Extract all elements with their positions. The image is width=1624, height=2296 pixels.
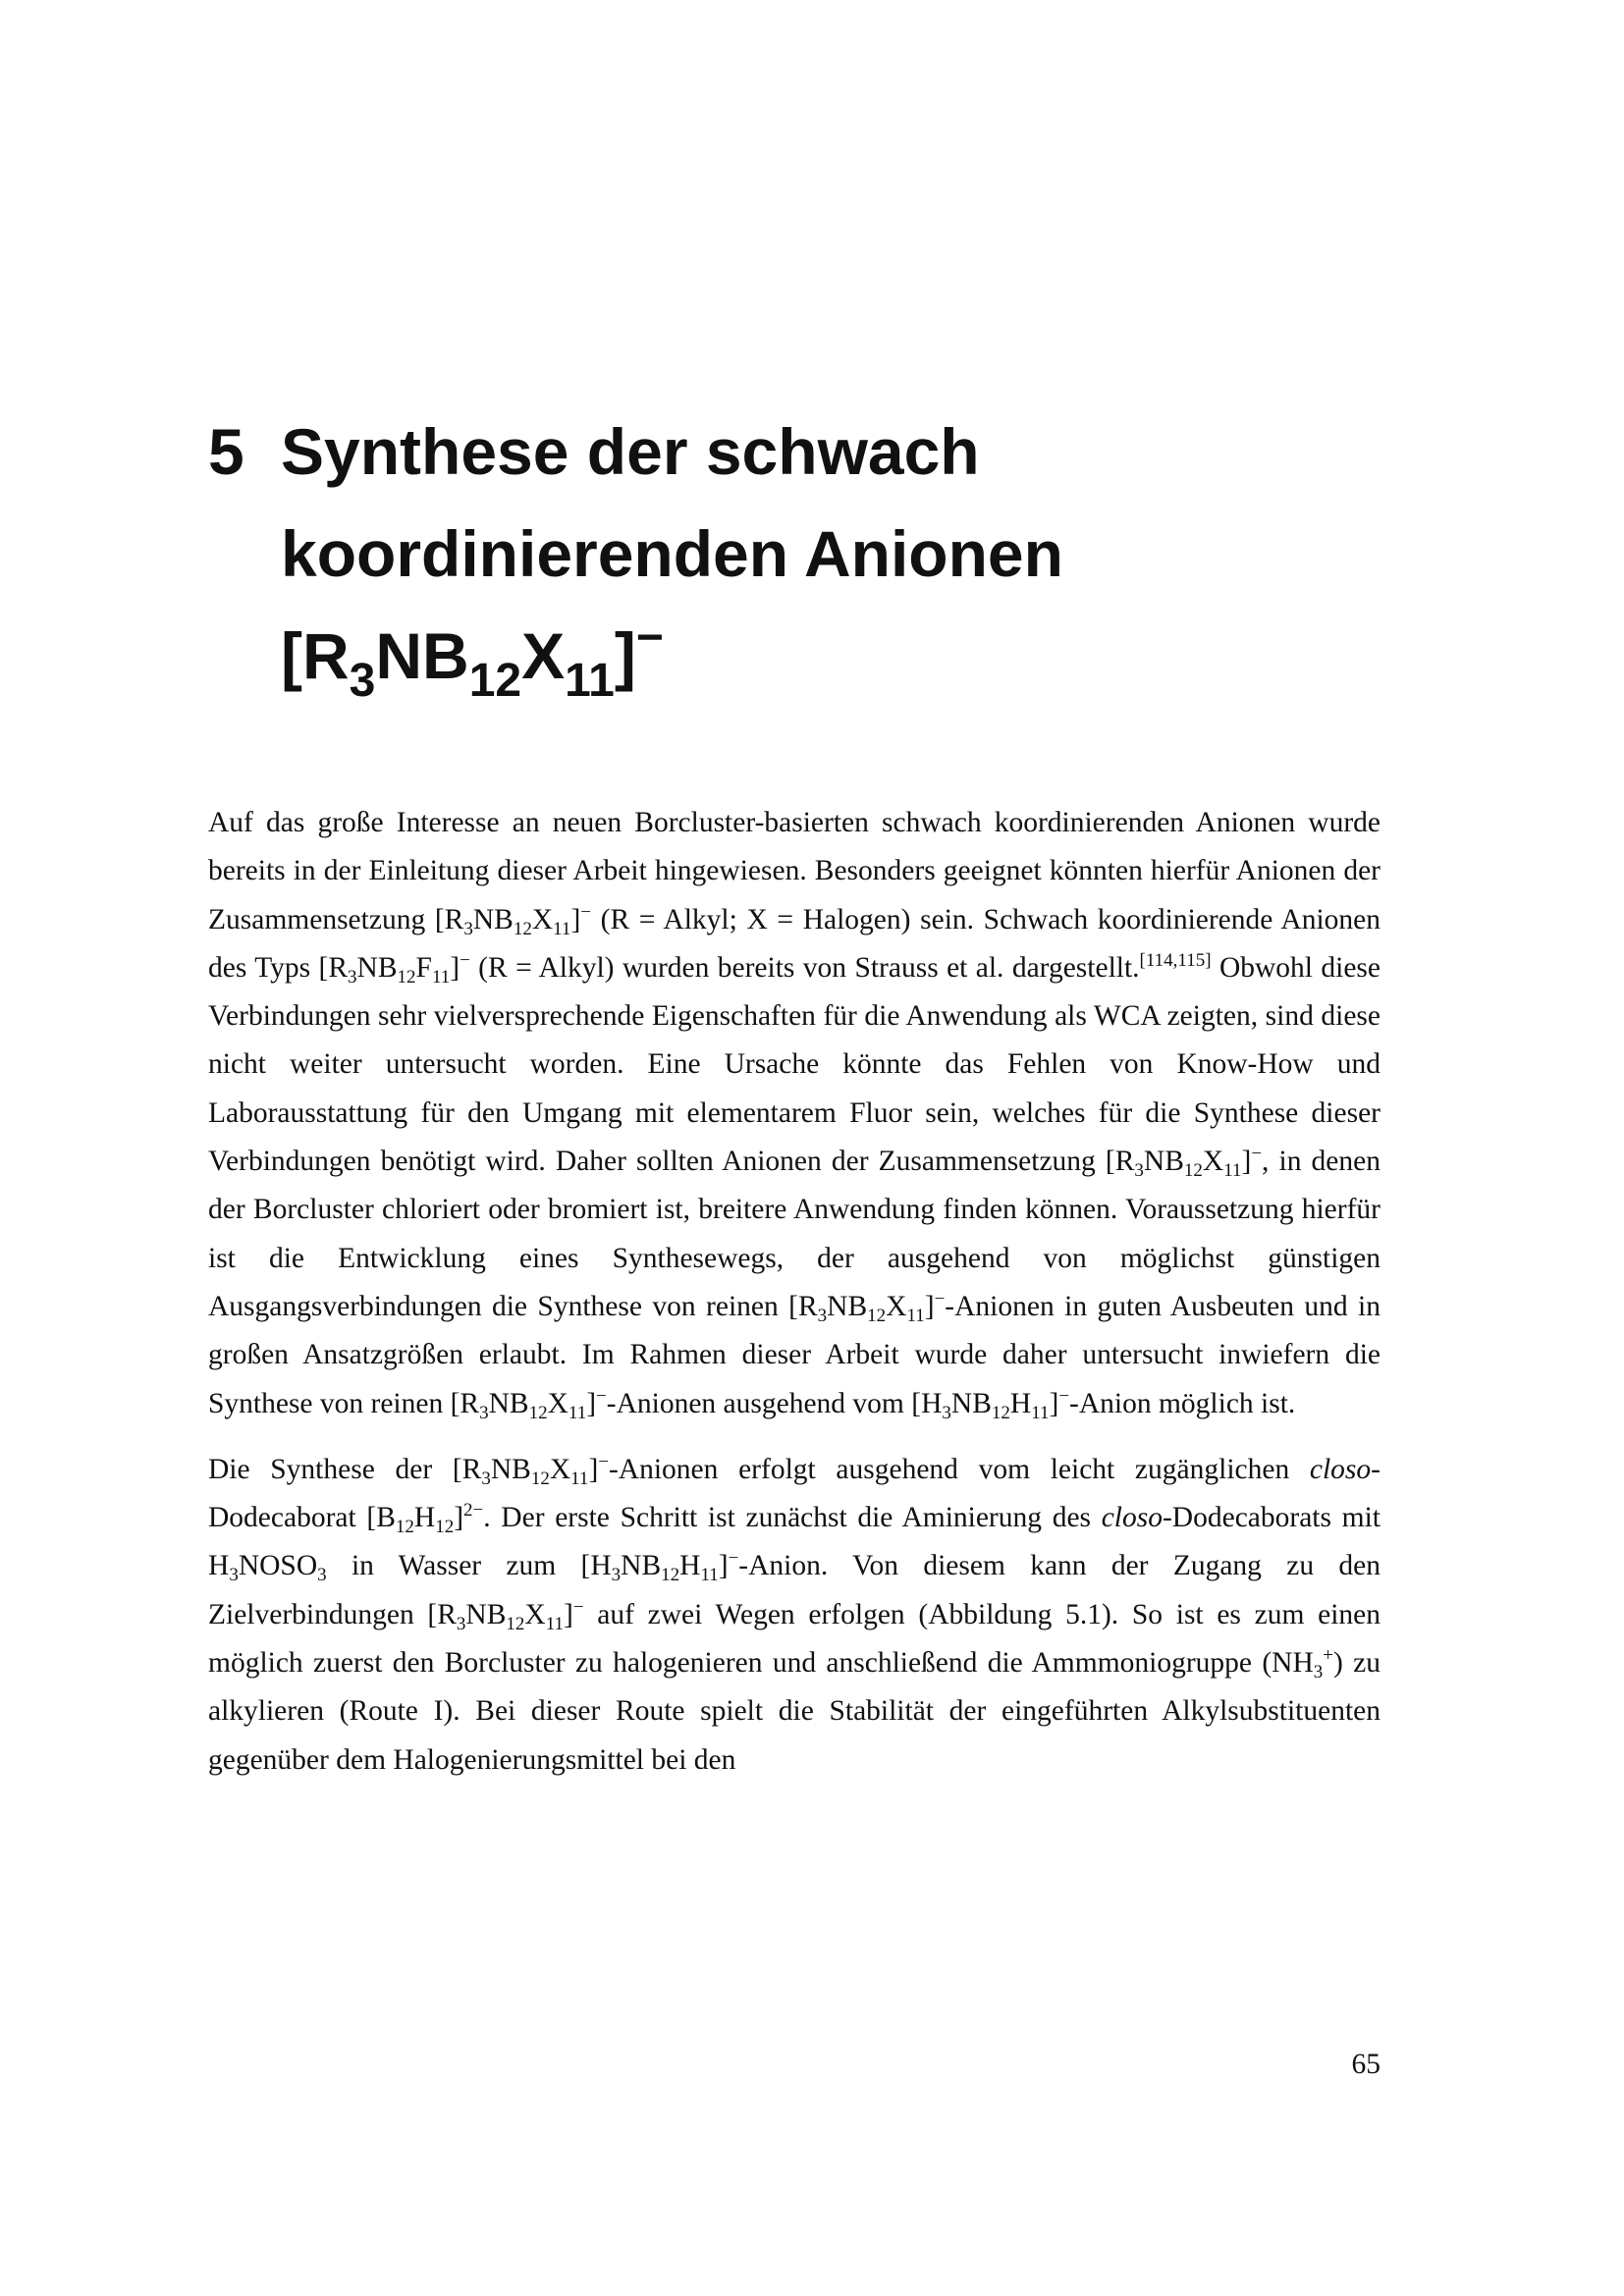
text-run: H: [1009, 1387, 1032, 1419]
text-run: F: [415, 951, 432, 984]
page-number: 65: [1351, 2049, 1380, 2080]
subscript: 3: [611, 1565, 622, 1586]
subscript: 12: [867, 1305, 887, 1326]
text-run: ]: [564, 1598, 573, 1630]
text-run: Auf das große Interesse an neuen Borcluster-basierten schwach koordinierenden Anionen wurde bereits in der Einleitung dieser Arbeit hingewiesen. Besonders geeignet könnten hierfür Anionen der Zusammensetzung [R: [208, 807, 1380, 935]
text-run: NB: [356, 951, 398, 984]
subscript: 12: [991, 1402, 1010, 1423]
subscript: 11: [431, 966, 451, 988]
superscript: −: [460, 949, 470, 971]
superscript: −: [598, 1451, 609, 1472]
text-run: NB: [490, 1453, 531, 1485]
text-run: -Anion möglich ist.: [1069, 1387, 1296, 1419]
text-run: auf zwei Wegen erfolgen (Abbildung 5.1). So ist es zum einen möglich zuerst den Borcluster zu halogenieren und anschließend die Ammmoniogruppe (NH: [208, 1598, 1380, 1680]
subscript: 3: [1134, 1160, 1144, 1182]
subscript: 3: [479, 1402, 489, 1423]
subscript: 12: [513, 918, 532, 939]
superscript: [114,115]: [1139, 949, 1212, 971]
text-run: Obwohl diese Verbindungen sehr vielversprechende Eigenschaften für die Anwendung als WCA zeigten, sind diese nicht weiter untersucht worden. Eine Ursache könnte das Fehlen von Know-How und Laborausstattung für den Umgang mit elementarem Fluor sein, welches für die Synthese dieser Verbindungen benötigt wird. Daher sollten Anionen der Zusammensetzung [R: [208, 951, 1381, 1178]
subscript: 11: [545, 1613, 565, 1634]
text-run: -Dodecaborat [B: [208, 1453, 1380, 1534]
chapter-heading: [208, 400, 1406, 707]
paragraph: [208, 799, 1380, 1428]
text-run: ]: [570, 903, 581, 935]
text-run: H: [413, 1502, 436, 1534]
text-run: Die Synthese der [R: [208, 1453, 482, 1485]
subscript: 3: [317, 1565, 327, 1586]
text-run: NB: [488, 1387, 529, 1419]
text-run: X: [531, 903, 554, 935]
formula-subscript: 3: [349, 655, 376, 707]
paragraph: [208, 1446, 1380, 1785]
subscript: 3: [817, 1305, 828, 1326]
text-run: -Dodecaborats mit H: [208, 1502, 1381, 1582]
text-run: (R = Alkyl) wurden bereits von Strauss et al. dargestellt.: [469, 951, 1140, 984]
text-run: NB: [621, 1550, 662, 1582]
subscript: 12: [435, 1517, 455, 1538]
subscript: 3: [1313, 1662, 1324, 1683]
italic-text: closo: [1101, 1502, 1163, 1534]
text-run: -Anion. Von diesem kann der Zugang zu den Zielverbindungen [R: [208, 1550, 1380, 1630]
text-run: NB: [465, 1598, 507, 1630]
subscript: 11: [1031, 1402, 1050, 1423]
subscript: 3: [481, 1468, 491, 1489]
text-run: ]: [1049, 1387, 1059, 1419]
superscript: +: [1323, 1645, 1333, 1667]
text-run: X: [1202, 1146, 1224, 1178]
subscript: 12: [661, 1565, 680, 1586]
subscript: 3: [348, 966, 357, 988]
text-run: ]: [588, 1453, 599, 1485]
text-run: NOSO: [238, 1550, 318, 1582]
superscript: −: [728, 1548, 739, 1570]
text-run: -Anionen ausgehend vom [H: [606, 1387, 943, 1419]
text-run: NB: [472, 903, 514, 935]
subscript: 11: [700, 1565, 719, 1586]
text-run: . Der erste Schritt ist zunächst die Aminierung des: [483, 1502, 1102, 1534]
text-run: ]: [450, 951, 460, 984]
formula-text: ]: [614, 619, 636, 692]
text-run: in Wasser zum [H: [326, 1550, 612, 1582]
formula-text: X: [521, 619, 566, 692]
chapter-title: [281, 400, 1406, 707]
text-run: H: [679, 1550, 701, 1582]
superscript: −: [934, 1288, 946, 1309]
formula-superscript: −: [635, 612, 664, 664]
subscript: 12: [530, 1468, 550, 1489]
text-run: -Anionen in guten Ausbeuten und in großen Ansatzgrößen erlaubt. Im Rahmen dieser Arbeit wurde daher untersucht inwiefern die Synthese von reinen [R: [208, 1290, 1380, 1419]
formula-text: NB: [375, 619, 469, 692]
subscript: 11: [553, 918, 571, 939]
formula-subscript: 11: [565, 655, 615, 707]
text-run: ]: [454, 1502, 464, 1534]
superscript: 2−: [463, 1500, 484, 1522]
text-run: , in denen der Borcluster chloriert oder bromiert ist, breitere Anwendung finden können. Voraussetzung hierfür ist die Entwicklung eines Synthesewegs, der ausgehend von möglichst günstigen Ausgangsverbindungen die Synthese von reinen [R: [208, 1146, 1380, 1322]
subscript: 11: [906, 1305, 925, 1326]
chapter-title-line: Synthese der schwach: [281, 415, 980, 488]
text-run: ]: [718, 1550, 729, 1582]
text-run: ]: [1241, 1146, 1252, 1178]
text-run: X: [886, 1290, 907, 1322]
text-run: ]: [586, 1387, 597, 1419]
text-run: NB: [827, 1290, 868, 1322]
body-text: [208, 799, 1380, 1785]
formula-subscript: 12: [468, 655, 522, 707]
text-run: NB: [1143, 1146, 1184, 1178]
italic-text: closo: [1309, 1453, 1372, 1485]
text-run: ) zu alkylieren (Route I). Bei dieser Route spielt die Stabilität der eingeführten Alkylsubstituenten gegenüber dem Halogenierungsmittel bei den: [208, 1647, 1381, 1776]
subscript: 11: [1223, 1160, 1242, 1182]
subscript: 3: [942, 1402, 951, 1423]
subscript: 3: [229, 1565, 239, 1586]
subscript: 12: [1183, 1160, 1203, 1182]
text-run: -Anionen erfolgt ausgehend vom leicht zugänglichen: [608, 1453, 1310, 1485]
text-run: (R = Alkyl; X = Halogen) sein. Schwach koordinierende Anionen des Typs [R: [208, 903, 1380, 984]
subscript: 3: [456, 1613, 466, 1634]
text-run: ]: [924, 1290, 935, 1322]
subscript: 3: [463, 918, 473, 939]
subscript: 12: [506, 1613, 525, 1634]
chapter-title-formula: [281, 605, 1406, 707]
text-run: X: [524, 1598, 546, 1630]
subscript: 11: [568, 1402, 587, 1423]
subscript: 11: [570, 1468, 589, 1489]
superscript: −: [580, 901, 591, 923]
chapter-number: 5: [208, 415, 244, 488]
text-run: X: [547, 1387, 568, 1419]
superscript: −: [1251, 1144, 1263, 1165]
superscript: −: [1058, 1385, 1070, 1407]
superscript: −: [596, 1385, 607, 1407]
subscript: 12: [397, 966, 416, 988]
text-run: X: [549, 1453, 571, 1485]
superscript: −: [572, 1596, 584, 1618]
subscript: 12: [528, 1402, 548, 1423]
chapter-title-line: koordinierenden Anionen: [281, 517, 1063, 590]
formula-text: [R: [281, 619, 350, 692]
subscript: 12: [395, 1517, 414, 1538]
text-run: NB: [950, 1387, 992, 1419]
